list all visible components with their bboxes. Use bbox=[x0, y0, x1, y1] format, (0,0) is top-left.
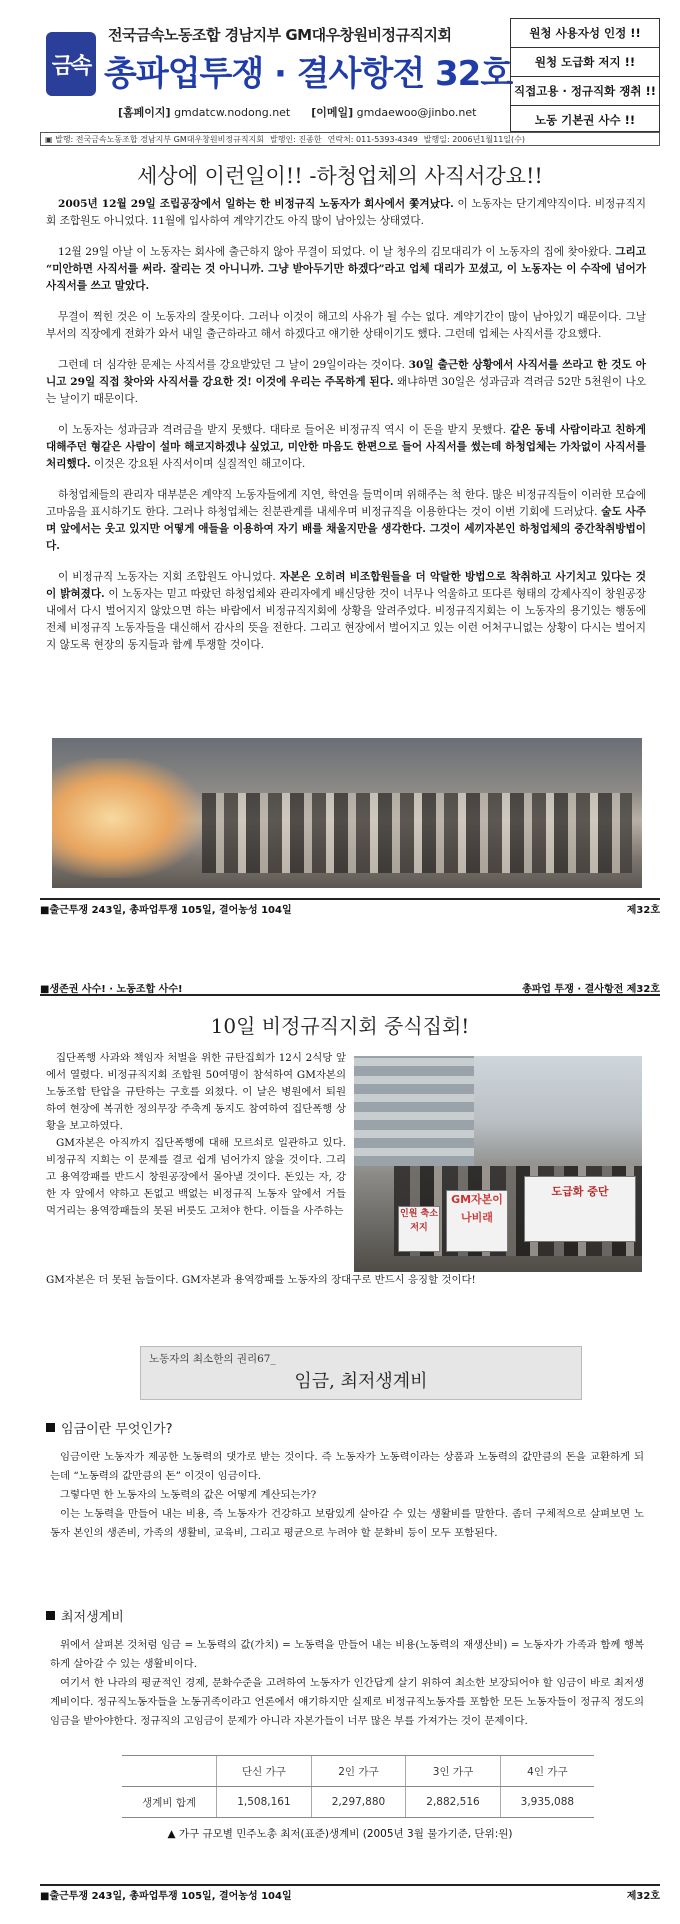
footer-issue-number: 제32호 bbox=[626, 1891, 660, 1902]
living-cost-table bbox=[122, 1755, 594, 1818]
body-text: 이 노동자는 믿고 따랐던 하청업체와 관리자에게 배신당한 것이 너무나 억울하고 또다른 형태의 강제사직이 창원공장 내에서 다시 벌어지지 않았으면 하는 바람에서 비정규직지회에 상황을 알려주었다. 비정규직지회는 이 노동자의 용기있는 행동에 전체 비정규직 노동자들을 대신해서 감사의 뜻을 전한다. 그리고 현장에서 벌어지고 있는 이런 어처구니없는 상황이 다시는 벌어지지 않도록 현장의 동지들과 함께 투쟁할 것이다. bbox=[46, 588, 646, 651]
emphasized-text: 2005년 12월 29일 조립공장에서 일하는 한 비정규직 노동자가 회사에서 쫓겨났다. bbox=[58, 198, 454, 210]
feature-title: 임금, 최저생계비 bbox=[294, 1371, 428, 1392]
header-issue: 총파업 투쟁 · 결사항전 제32호 bbox=[522, 984, 660, 995]
contacts bbox=[118, 104, 476, 120]
article1-paragraph bbox=[46, 196, 646, 230]
table-row-label: 생계비 합계 bbox=[122, 1787, 217, 1818]
footer-struggle-days: ■출근투쟁 243일, 총파업투쟁 105일, 결어농성 104일 bbox=[40, 1891, 292, 1902]
body-text: 이 비정규직 노동자는 지회 조합원도 아니었다. bbox=[58, 571, 280, 583]
square-bullet-icon bbox=[46, 1611, 55, 1620]
page2-footer bbox=[40, 1884, 660, 1900]
table-header-cell: 3인 가구 bbox=[406, 1756, 501, 1787]
photo-light-glare bbox=[52, 758, 202, 878]
slogan-item: 원청 도급화 저지 !! bbox=[511, 48, 659, 77]
info-date: 발행일: 2006년1월11일(수) bbox=[423, 135, 526, 144]
union-logo: 금속 bbox=[46, 32, 96, 96]
body-text: 이것은 강요된 사직서이며 실질적인 해고이다. bbox=[90, 458, 306, 470]
feature-title-box bbox=[140, 1346, 582, 1400]
email-link[interactable]: gmdaewoo@jinbo.net bbox=[356, 106, 477, 119]
body-text: 12월 29일 아날 이 노동자는 회사에 출근하지 않아 무결이 되었다. 이 날 청우의 김모대리가 이 노동자의 집에 찾아왔다. bbox=[58, 246, 616, 258]
article1-paragraph bbox=[46, 422, 646, 473]
slogan-item: 노동 기본권 사수 !! bbox=[534, 113, 636, 127]
body-text: 하청업체들의 관리자 대부분은 계약직 노동자들에게 지연, 학연을 들먹이며 위해주는 척 한다. 많은 비정규직들이 이러한 모습에 고마움을 표시하기도 한다. 그러나 하청업체는 친분관계를 내세우며 비정규직을 이용한다는 것이 이번 기회에 드러났다. bbox=[46, 489, 646, 518]
table-header-cell: 단신 가구 bbox=[217, 1756, 312, 1787]
photo-protest-sign: 인원 축소 저지 bbox=[398, 1206, 440, 1252]
table-row bbox=[122, 1787, 594, 1818]
body-text: 무결이 찍힌 것은 이 노동자의 잘못이다. 그러나 이것이 해고의 사유가 될 수는 없다. 계약기간이 많이 남아있기 때문이다. 그날 부서의 직장에게 전화가 와서 내일 출근하라고 해서 하겠다고 얘기한 상태이기도 했다. 그런데 업체는 사직서를 강요했다. bbox=[46, 311, 646, 340]
photo-building bbox=[354, 1056, 474, 1166]
section1-heading-text: 임금이란 무엇인가? bbox=[61, 1422, 173, 1437]
body-text: 왜냐하면 30일은 성과금과 격려금 52만 5천원이 나오는 날이기 때문이다. bbox=[46, 376, 647, 405]
article2-continuation: GM자본은 더 못된 놈들이다. GM자본과 용역깡패를 노동자의 장대구로 반드시 응징할 것이다! bbox=[46, 1274, 476, 1286]
masthead bbox=[40, 18, 660, 130]
article1-paragraph bbox=[46, 309, 646, 343]
rally-photo bbox=[354, 1056, 642, 1272]
slogan-item: 직접고용 · 정규직화 쟁취 !! bbox=[511, 77, 659, 106]
section1-body bbox=[50, 1448, 644, 1543]
article1-paragraph bbox=[46, 357, 646, 408]
section1-heading bbox=[46, 1418, 173, 1437]
homepage-label: [홈페이지] bbox=[118, 106, 171, 119]
info-phone: 연락처: 011-5393-4349 bbox=[327, 135, 418, 144]
emphasized-text: 자본은 오히려 비조합원들을 더 악랄한 방법으로 착취하고 사기치고 있다는 것이 밝혀졌다. bbox=[46, 571, 646, 600]
article2-body bbox=[46, 1050, 346, 1220]
article1-paragraph bbox=[46, 569, 646, 654]
article2-paragraph: 집단폭행 사과와 책임자 처벌을 위한 규탄집회가 12시 2식당 앞에서 열렸다. 비정규직지회 조합원 50여명이 참석하여 GM자본의 노동조합 탄압을 규탄하는 구호를 외쳤다. 이 날은 병원에서 퇴원하여 현장에 복귀한 정의무장 주축계 동지도 참여하여 집단폭행 상황을 보고하였다. bbox=[46, 1052, 346, 1132]
table-cell: 2,297,880 bbox=[311, 1787, 406, 1818]
section2-heading-text: 최저생계비 bbox=[61, 1610, 124, 1625]
page2-header bbox=[40, 980, 660, 996]
slogan-box bbox=[510, 18, 660, 132]
photo-protest-sign: 도급화 중단 bbox=[524, 1176, 636, 1242]
square-bullet-icon bbox=[46, 1423, 55, 1432]
section1-paragraph: 그렇다면 한 노동자의 노동력의 값은 어떻게 계산되는가? bbox=[60, 1489, 317, 1501]
protest-march-photo bbox=[52, 738, 642, 888]
photo-protest-sign: GM자본이 나비래 bbox=[446, 1190, 508, 1252]
slogan-item: 원청 사용자성 인정 !! bbox=[511, 19, 659, 48]
newsletter-title: 총파업투쟁 · 결사항전 32호 bbox=[104, 54, 513, 94]
info-publisher: ▣ 발행: 전국금속노동조합 경남지부 GM대우창원비정규직지회 bbox=[45, 135, 264, 144]
article1-headline: 세상에 이런일이!! -하청업체의 사직서강요!! bbox=[137, 164, 543, 188]
emphasized-text: 같은 동네 사람이라고 친하게 대해주던 형같은 사람이 설마 해코지하겠냐 싶었고, 미안한 마음도 한편으로 들어 사직서를 썼는데 하청업체는 가차없이 사직서를 처리했다. bbox=[46, 424, 646, 470]
table-cell: 3,935,088 bbox=[500, 1787, 594, 1818]
info-editor: 발행인: 진종한 bbox=[270, 135, 322, 144]
table-header-cell bbox=[122, 1756, 217, 1787]
union-name: 전국금속노동조합 경남지부 GM대우창원비정규직지회 bbox=[108, 26, 452, 44]
footer-struggle-days: ■출근투쟁 243일, 총파업투쟁 105일, 결어농성 104일 bbox=[40, 905, 292, 916]
section2-body bbox=[50, 1636, 644, 1731]
feature-subtitle: 노동자의 최소한의 권리67_ bbox=[149, 1353, 276, 1365]
footer-issue-number: 제32호 bbox=[626, 905, 660, 916]
email-label: [이메일] bbox=[311, 106, 354, 119]
section2-paragraph: 위에서 살펴본 것처럼 임금 = 노동력의 값(가치) = 노동력을 만들어 내는 비용(노동력의 재생산비) = 노동자가 가족과 함께 행복하게 살아갈 수 있는 생활비이다. bbox=[50, 1639, 644, 1670]
body-text: 이 노동자는 단기계약직이다. 비정규직지회 조합원도 아니었다. 11월에 입사하여 계약기간도 아직 많이 남아있는 상태였다. bbox=[46, 198, 646, 227]
article1-paragraph bbox=[46, 244, 646, 295]
section2-paragraph: 여기서 한 나라의 평균적인 경제, 문화수준을 고려하여 노동자가 인간답게 살기 위하여 최소한 보장되어야 할 임금이 바로 최저생계비이다. 정규직노동자들을 노동귀족이라고 언론에서 얘기하지만 실제로 비정규직노동자를 포함한 모든 노동자들이 정규직 정도의 임금을 받아야한다. 정규직의 고임금이 문제가 아니라 자본가들이 너무 많은 부를 가져가는 것이 문제이다. bbox=[50, 1677, 644, 1727]
article2-headline: 10일 비정규직지회 중식집회! bbox=[210, 1014, 470, 1038]
table-header-cell: 2인 가구 bbox=[311, 1756, 406, 1787]
table-header-cell: 4인 가구 bbox=[500, 1756, 594, 1787]
header-slogan: ■생존권 사수! · 노동조합 사수! bbox=[40, 984, 183, 995]
emphasized-text: 30일 출근한 상황에서 사직서를 쓰라고 한 것도 아니고 29일 직접 찾아와 사직서를 강요한 것! 이것에 우리는 주목하게 된다. bbox=[46, 359, 647, 388]
page1-footer bbox=[40, 898, 660, 914]
emphasized-text: 술도 사주며 앞에서는 웃고 있지만 어떻게 애들을 이용하여 자기 배를 채울지만을 생각한다. 그것이 세끼자본인 하청업체의 중간착취방법이다. bbox=[46, 506, 647, 552]
photo-marching-crowd bbox=[202, 793, 632, 873]
publication-info-bar bbox=[40, 132, 660, 146]
table-cell: 2,882,516 bbox=[406, 1787, 501, 1818]
table-cell: 1,508,161 bbox=[217, 1787, 312, 1818]
article1-paragraph bbox=[46, 487, 646, 555]
body-text: 이 노동자는 성과금과 격려금을 받지 못했다. 대타로 들어온 비정규직 역시 이 돈을 받지 못했다. bbox=[58, 424, 511, 436]
body-text: 그런데 더 심각한 문제는 사직서를 강요받았던 그 날이 29일이라는 것이다. bbox=[58, 359, 409, 371]
section2-heading bbox=[46, 1606, 124, 1625]
section1-paragraph: 임금이란 노동자가 제공한 노동력의 댓가로 받는 것이다. 즉 노동자가 노동력이라는 상품과 노동력의 값만큼의 돈을 교환하게 되는데 “노동력의 값만큼의 돈” 이것이 임금이다. bbox=[50, 1451, 644, 1482]
table-caption: ▲ 가구 규모별 민주노총 최저(표준)생계비 (2005년 3월 물가기준, 단위:원) bbox=[167, 1828, 513, 1840]
table-header-row bbox=[122, 1756, 594, 1787]
article2-paragraph: GM자본은 아직까지 집단폭행에 대해 모르쇠로 일관하고 있다. 비정규직 지회는 이 문제를 결코 쉽게 넘어가지 않을 것이다. 그리고 용역깡패를 반드시 창원공장에서 몰아낼 것이다. 돈있는 자, 강한 자 앞에서 약하고 돈없고 백없는 비정규직 노동자 앞에서 거들먹거리는 용역깡패들의 못된 버릇도 고쳐야 한다. 이들을 사주하는 bbox=[46, 1137, 346, 1217]
emphasized-text: 그리고 “미안하면 사직서를 써라. 잘리는 것 아니니까. 그냥 받아두기만 하겠다”라고 업체 대리가 꼬셨고, 이 노동자는 이 수작에 넘어가 사직서를 쓰고 말았다. bbox=[46, 246, 646, 292]
section1-paragraph: 이는 노동력을 만들어 내는 비용, 즉 노동자가 건강하고 보람있게 살아갈 수 있는 생활비를 말한다. 좀더 구체적으로 살펴보면 노동자 본인의 생존비, 가족의 생활비, 교육비, 그리고 평균으로 누려야 할 문화비 등이 모두 포함된다. bbox=[50, 1508, 644, 1539]
homepage-link[interactable]: gmdatcw.nodong.net bbox=[174, 106, 291, 119]
article1-body bbox=[46, 196, 646, 668]
